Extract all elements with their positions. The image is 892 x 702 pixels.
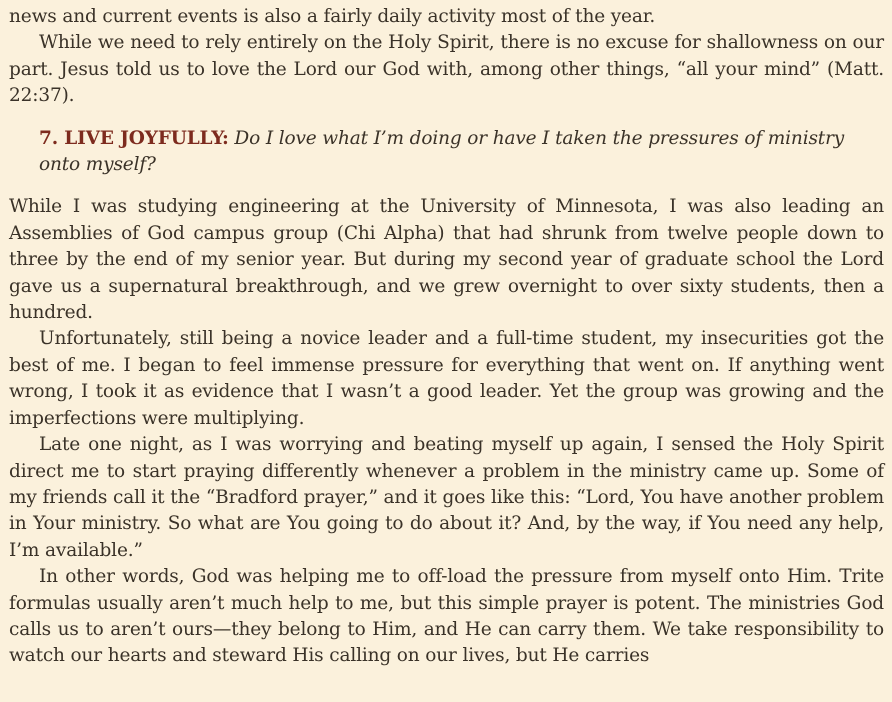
section-heading <box>9 126 884 179</box>
paragraph-bradford-prayer: Late one night, as I was worrying and beating myself up again, I sensed the Holy Spirit direct me to start praying differently whenever a problem in the ministry came up. Some of my friends call it the “Bradford prayer,” and it goes like this: “Lord, You have another problem in Your ministry. So what are You going to do about it? And, by the way, if You need any help, I’m available.” <box>9 434 884 561</box>
paragraph-holy-spirit: While we need to rely entirely on the Holy Spirit, there is no excuse for shallowness on our part. Jesus told us to love the Lord our God with, among other things, “all your mind” (Matt. 22:37). <box>9 32 884 107</box>
section-heading-label: 7. LIVE JOYFULLY: <box>39 127 229 149</box>
paragraph-continuation: news and current events is also a fairly daily activity most of the year. <box>9 6 656 27</box>
paragraph-off-load: In other words, God was helping me to off-load the pressure from myself onto Him. Trite formulas usually aren’t much help to me, but this simple prayer is potent. The ministries God calls us to aren’t ours—they belong to Him, and He can carry them. We take responsibility to watch our hearts and steward His calling on our lives, but He carries <box>9 566 884 667</box>
section-heading-question: Do I love what I’m doing or have I taken the pressures of ministry onto myself? <box>39 127 845 176</box>
paragraph-engineering: While I was studying engineering at the University of Minnesota, I was also leading an Assemblies of God campus group (Chi Alpha) that had shrunk from twelve people down to three by the end of my senior year. But during my second year of graduate school the Lord gave us a supernatural breakthrough, and we grew overnight to over sixty students, then a hundred. <box>9 196 884 324</box>
paragraph-insecurities: Unfortunately, still being a novice leader and a full-time student, my insecurities got the best of me. I began to feel immense pressure for everything that went on. If anything went wrong, I took it as evidence that I wasn’t a good leader. Yet the group was growing and the imperfections were multiplying. <box>9 328 884 429</box>
